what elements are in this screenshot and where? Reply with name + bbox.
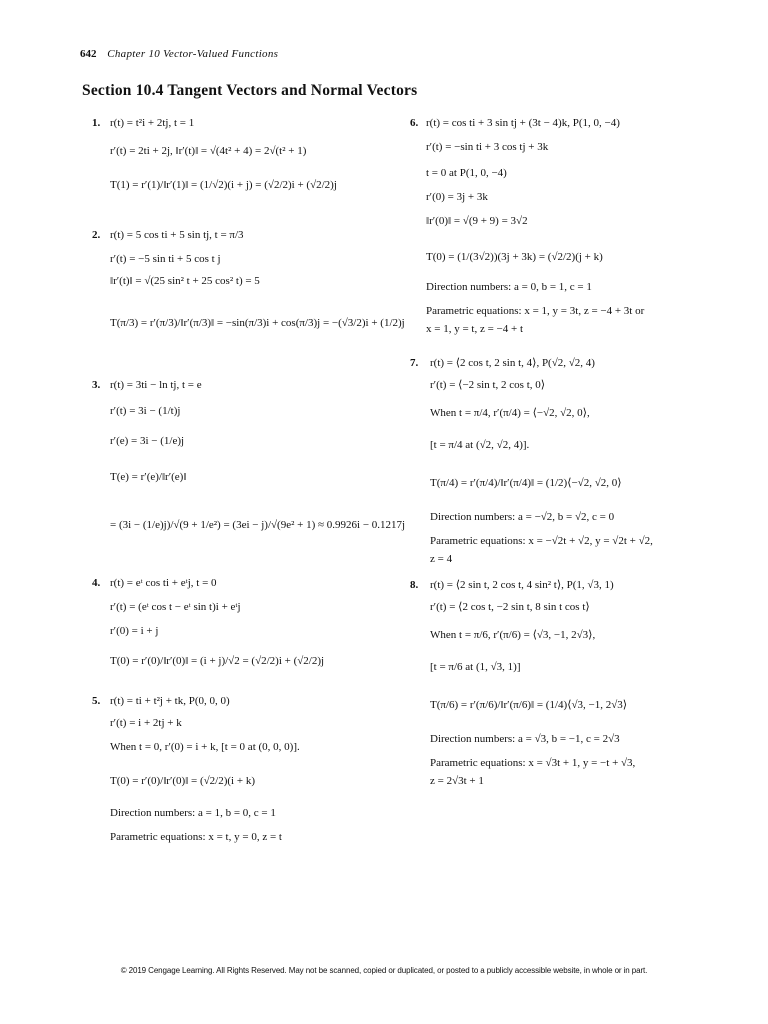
problem-7-line-3: When t = π/4, r′(π/4) = ⟨−√2, √2, 0⟩, bbox=[430, 407, 590, 419]
chapter-title: Chapter 10 Vector-Valued Functions bbox=[107, 48, 279, 60]
problem-6-line-9: x = 1, y = t, z = −4 + t bbox=[426, 323, 524, 335]
problem-8-line-2: r′(t) = ⟨2 cos t, −2 sin t, 8 sin t cos t⟩ bbox=[430, 601, 590, 613]
page-header bbox=[80, 48, 278, 60]
problem-3-line-4: T(e) = r′(e)/‖r′(e)‖ bbox=[110, 471, 187, 483]
problem-2-line-3: ‖r′(t)‖ = √(25 sin² t + 25 cos² t) = 5 bbox=[110, 275, 260, 287]
problem-3-line-3: r′(e) = 3i − (1/e)j bbox=[110, 435, 185, 447]
problem-number: 6. bbox=[410, 117, 419, 129]
problem-8-line-4: [t = π/6 at (1, √3, 1)] bbox=[430, 661, 521, 673]
problem-7-line-6: Direction numbers: a = −√2, b = √2, c = 0 bbox=[430, 511, 615, 523]
problem-number: 3. bbox=[92, 379, 101, 391]
problem-8-line-5: T(π/6) = r′(π/6)/‖r′(π/6)‖ = (1/4)⟨√3, −1, 2√3⟩ bbox=[430, 699, 628, 711]
problem-1-line-3: T(1) = r′(1)/‖r′(1)‖ = (1/√2)(i + j) = (√2/2)i + (√2/2)j bbox=[110, 179, 337, 191]
problem-number: 5. bbox=[92, 695, 101, 707]
problem-5-line-4: T(0) = r′(0)/‖r′(0)‖ = (√2/2)(i + k) bbox=[110, 775, 255, 787]
problem-7-line-4: [t = π/4 at (√2, √2, 4)]. bbox=[430, 439, 530, 451]
problem-6-line-5: ‖r′(0)‖ = √(9 + 9) = 3√2 bbox=[426, 215, 528, 227]
problem-6-line-3: t = 0 at P(1, 0, −4) bbox=[426, 167, 507, 179]
problem-8-line-7: Parametric equations: x = √3t + 1, y = −t + √3, bbox=[430, 757, 636, 769]
problem-2-line-1: r(t) = 5 cos ti + 5 sin tj, t = π/3 bbox=[110, 229, 244, 241]
problem-7-line-7: Parametric equations: x = −√2t + √2, y = √2t + √2, bbox=[430, 535, 653, 547]
problem-7-line-2: r′(t) = ⟨−2 sin t, 2 cos t, 0⟩ bbox=[430, 379, 546, 391]
problem-8-line-1: r(t) = ⟨2 sin t, 2 cos t, 4 sin² t⟩, P(1, √3, 1) bbox=[430, 579, 614, 591]
problem-6-line-6: T(0) = (1/(3√2))(3j + 3k) = (√2/2)(j + k) bbox=[426, 251, 603, 263]
problem-4-line-2: r′(t) = (eᵗ cos t − eᵗ sin t)i + eᵗj bbox=[110, 601, 241, 613]
problem-8-line-8: z = 2√3t + 1 bbox=[430, 775, 484, 787]
problem-number: 4. bbox=[92, 577, 101, 589]
problem-number: 1. bbox=[92, 117, 101, 129]
problem-4-line-4: T(0) = r′(0)/‖r′(0)‖ = (i + j)/√2 = (√2/2)i + (√2/2)j bbox=[110, 655, 325, 667]
problem-7-line-1: r(t) = ⟨2 cos t, 2 sin t, 4⟩, P(√2, √2, 4) bbox=[430, 357, 595, 369]
problem-5-line-2: r′(t) = i + 2tj + k bbox=[110, 717, 182, 729]
copyright-footer: © 2019 Cengage Learning. All Rights Reserved. May not be scanned, copied or duplicated, or posted to a publicly accessible website, in whole or in part. bbox=[120, 966, 648, 975]
problem-2-line-4: T(π/3) = r′(π/3)/‖r′(π/3)‖ = −sin(π/3)i + cos(π/3)j = −(√3/2)i + (1/2)j bbox=[110, 317, 405, 329]
problem-3-line-1: r(t) = 3ti − ln tj, t = e bbox=[110, 379, 202, 391]
page-number: 642 bbox=[80, 48, 97, 60]
problem-3-line-5: = (3i − (1/e)j)/√(9 + 1/e²) = (3ei − j)/√(9e² + 1) ≈ 0.9926i − 0.1217j bbox=[110, 519, 406, 531]
problem-6-line-2: r′(t) = −sin ti + 3 cos tj + 3k bbox=[426, 141, 549, 153]
problem-number: 8. bbox=[410, 579, 419, 591]
problem-3-line-2: r′(t) = 3i − (1/t)j bbox=[110, 405, 181, 417]
problem-7-line-8: z = 4 bbox=[430, 553, 453, 565]
section-title: Section 10.4 Tangent Vectors and Normal Vectors bbox=[82, 82, 418, 99]
problem-6-line-8: Parametric equations: x = 1, y = 3t, z = −4 + 3t or bbox=[426, 305, 645, 317]
problem-5-line-5: Direction numbers: a = 1, b = 0, c = 1 bbox=[110, 807, 276, 819]
problem-2-line-2: r′(t) = −5 sin ti + 5 cos t j bbox=[110, 253, 221, 265]
problem-6-line-7: Direction numbers: a = 0, b = 1, c = 1 bbox=[426, 281, 592, 293]
problem-5-line-6: Parametric equations: x = t, y = 0, z = t bbox=[110, 831, 282, 843]
problem-number: 7. bbox=[410, 357, 419, 369]
problem-6-line-4: r′(0) = 3j + 3k bbox=[426, 191, 488, 203]
problem-8-line-6: Direction numbers: a = √3, b = −1, c = 2√3 bbox=[430, 733, 620, 745]
problem-8-line-3: When t = π/6, r′(π/6) = ⟨√3, −1, 2√3⟩, bbox=[430, 629, 596, 641]
problem-1-line-1: r(t) = t²i + 2tj, t = 1 bbox=[110, 117, 195, 129]
problem-5-line-3: When t = 0, r′(0) = i + k, [t = 0 at (0, 0, 0)]. bbox=[110, 741, 300, 753]
problem-6-line-1: r(t) = cos ti + 3 sin tj + (3t − 4)k, P(1, 0, −4) bbox=[426, 117, 620, 129]
problem-1-line-2: r′(t) = 2ti + 2j, ‖r′(t)‖ = √(4t² + 4) = 2√(t² + 1) bbox=[110, 145, 307, 157]
problem-number: 2. bbox=[92, 229, 101, 241]
problem-4-line-1: r(t) = eᵗ cos ti + eᵗj, t = 0 bbox=[110, 577, 217, 589]
problem-7-line-5: T(π/4) = r′(π/4)/‖r′(π/4)‖ = (1/2)⟨−√2, √2, 0⟩ bbox=[430, 477, 622, 489]
problem-4-line-3: r′(0) = i + j bbox=[110, 625, 159, 637]
problem-5-line-1: r(t) = ti + t²j + tk, P(0, 0, 0) bbox=[110, 695, 230, 707]
